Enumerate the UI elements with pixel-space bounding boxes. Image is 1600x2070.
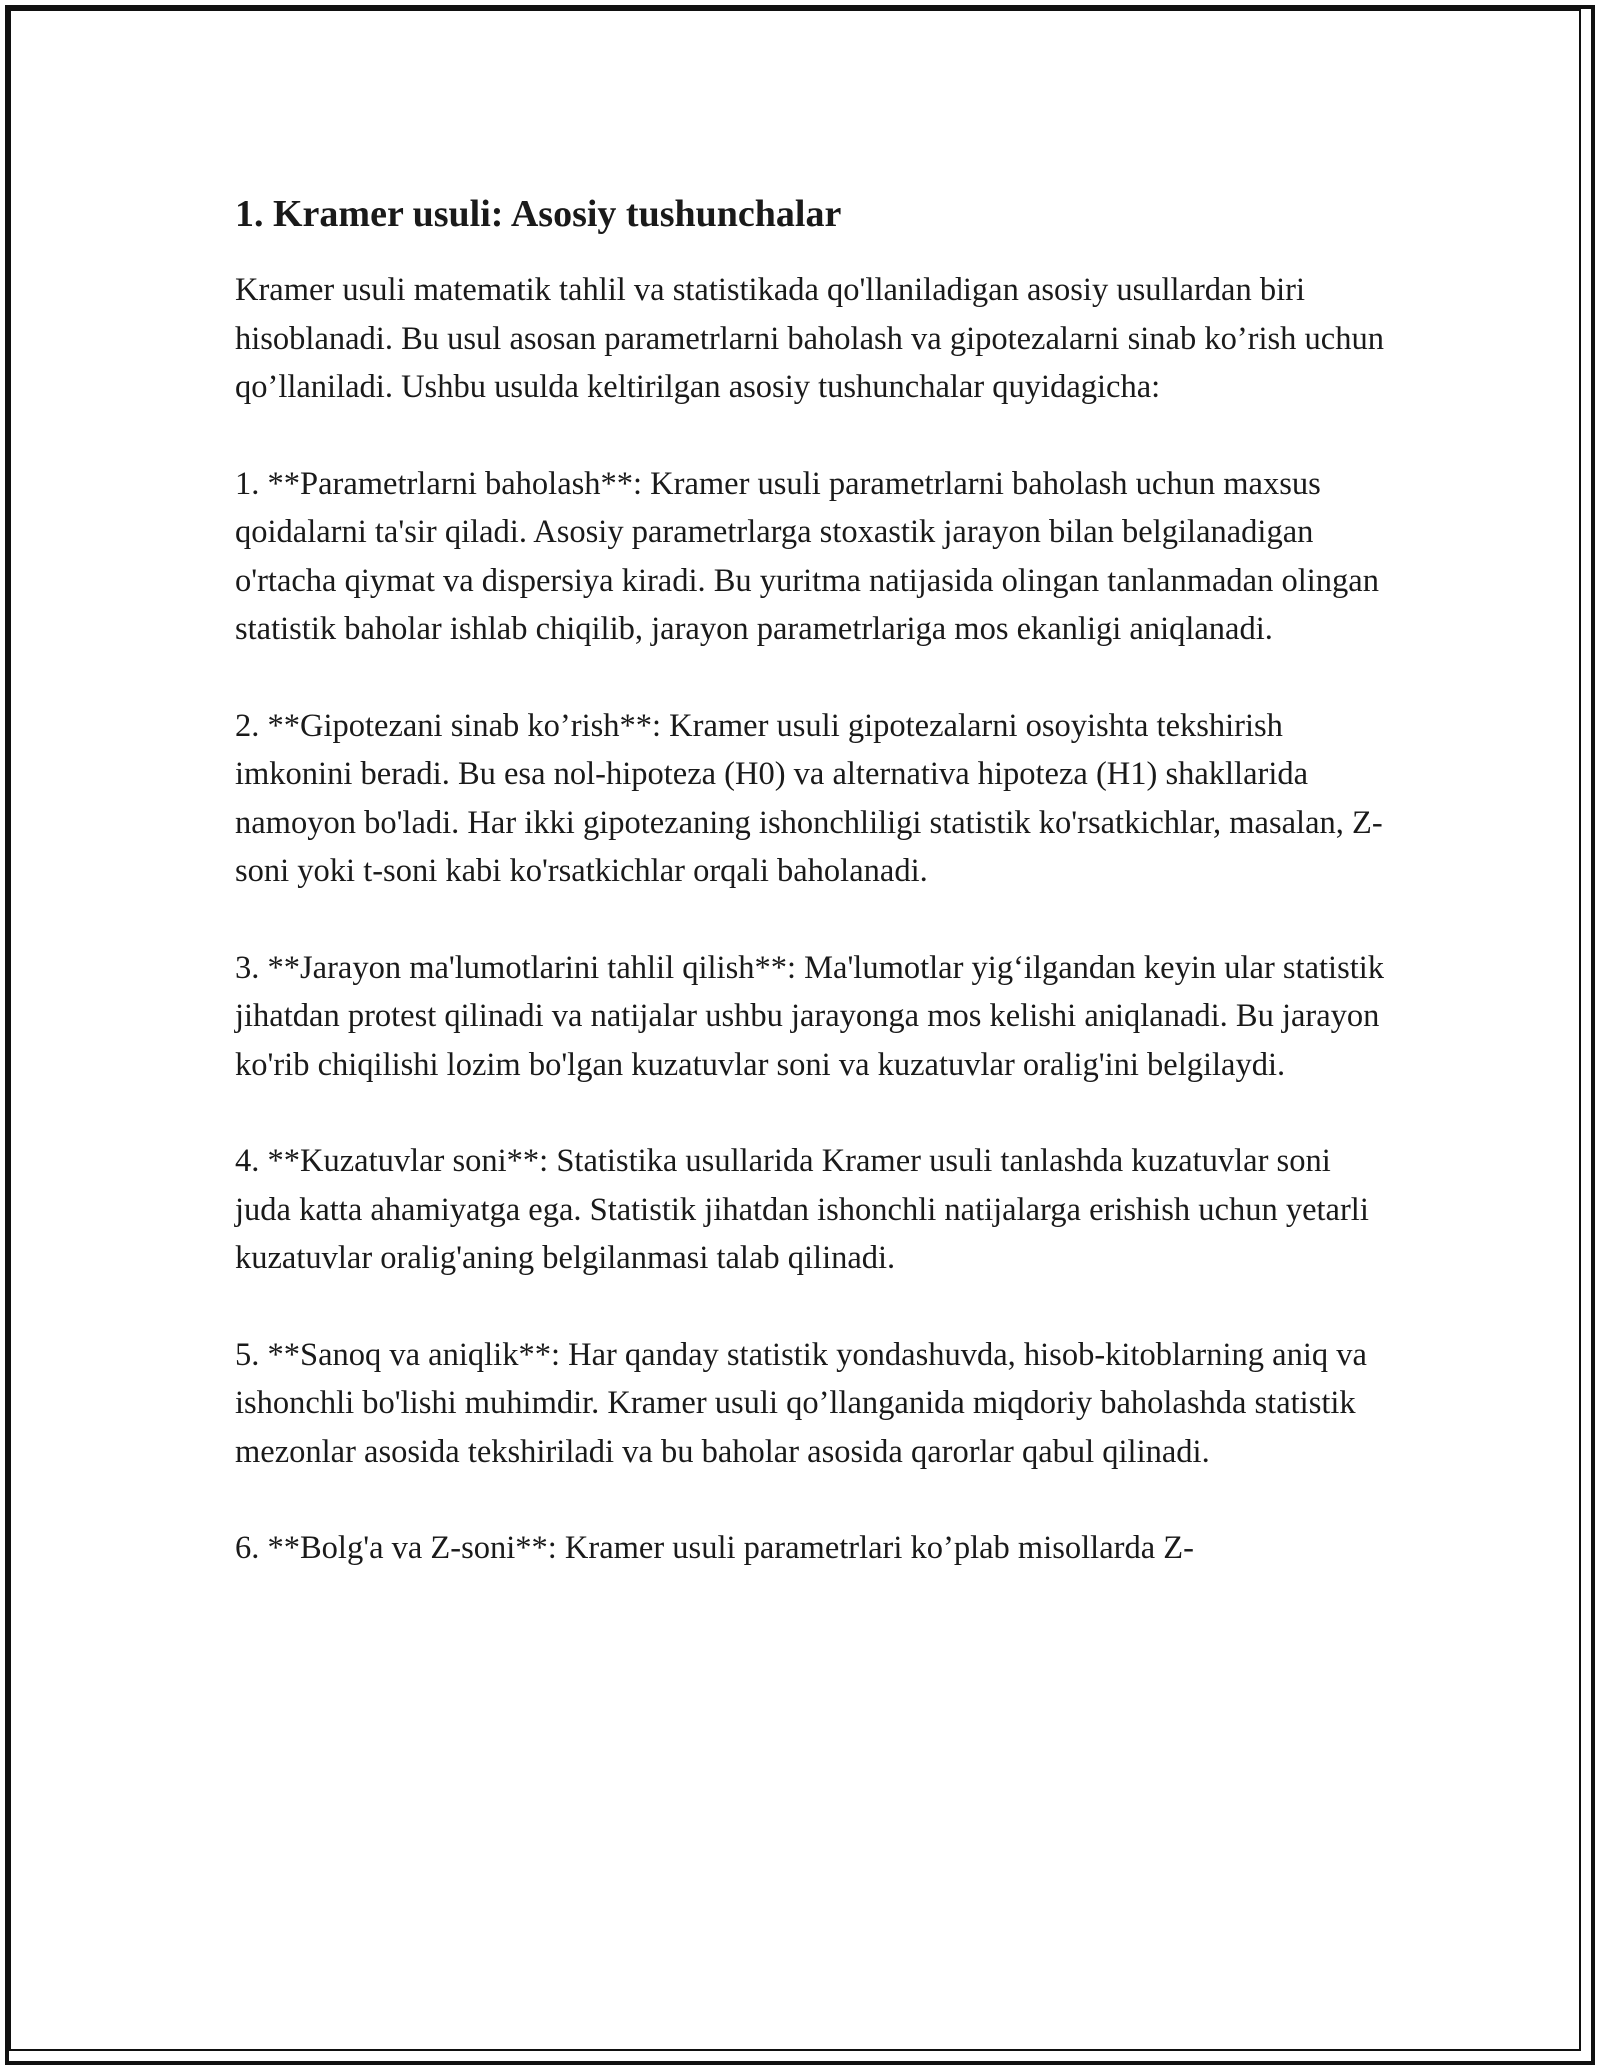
item-counting-precision: 5. **Sanoq va aniqlik**: Har qanday statistik yondashuvda, hisob-kitoblarning aniq va ishonchli bo'lishi muhimdir. Kramer usuli qo’llanganida miqdoriy baholashda statistik mezonlar asosida tekshiriladi va bu baholar asosida qarorlar qabul qilinadi. <box>235 1336 1367 1470</box>
document-body <box>235 188 1385 1621</box>
item-z-score: 6. **Bolg'a va Z-soni**: Kramer usuli parametrlari ko’plab misollarda Z- <box>235 1530 1194 1566</box>
item-data-analysis: 3. **Jarayon ma'lumotlarini tahlil qilish**: Ma'lumotlar yig‘ilgandan keyin ular statistik jihatdan protest qilinadi va natijalar ushbu jarayonga mos kelishi aniqlanadi. Bu jarayon ko'rib chiqilishi lozim bo'lgan kuzatuvlar soni va kuzatuvlar oralig'ini belgilaydi. <box>235 949 1385 1083</box>
item-parameter-estimation: 1. **Parametrlarni baholash**: Kramer usuli parametrlarni baholash uchun maxsus qoidalarni ta'sir qiladi. Asosiy parametrlarga stoxastik jarayon bilan belgilanadigan o'rtacha qiymat va dispersiya kiradi. Bu yuritma natijasida olingan tanlanmadan olingan statistik baholar ishlab chiqilib, jarayon parametrlariga mos ekanligi aniqlanadi. <box>235 465 1379 647</box>
intro-paragraph: Kramer usuli matematik tahlil va statistikada qo'llaniladigan asosiy usullardan biri hisoblanadi. Bu usul asosan parametrlarni baholash va gipotezalarni sinab ko’rish uchun qo’llaniladi. Ushbu usulda keltirilgan asosiy tushunchalar quyidagicha: <box>235 272 1384 405</box>
section-heading: 1. Kramer usuli: Asosiy tushunchalar <box>235 193 842 235</box>
item-observation-count: 4. **Kuzatuvlar soni**: Statistika usullarida Kramer usuli tanlashda kuzatuvlar soni juda katta ahamiyatga ega. Statistik jihatdan ishonchli natijalarga erishish uchun yetarli kuzatuvlar oralig'aning belgilanmasi talab qilinadi. <box>235 1143 1369 1276</box>
item-hypothesis-testing: 2. **Gipotezani sinab ko’rish**: Kramer usuli gipotezalarni osoyishta tekshirish imkonini beradi. Bu esa nol-hipoteza (H0) va alternativa hipoteza (H1) shakllarida namoyon bo'ladi. Har ikki gipotezaning ishonchliligi statistik ko'rsatkichlar, masalan, Z-soni yoki t-soni kabi ko'rsatkichlar orqali baholanadi. <box>235 707 1383 889</box>
